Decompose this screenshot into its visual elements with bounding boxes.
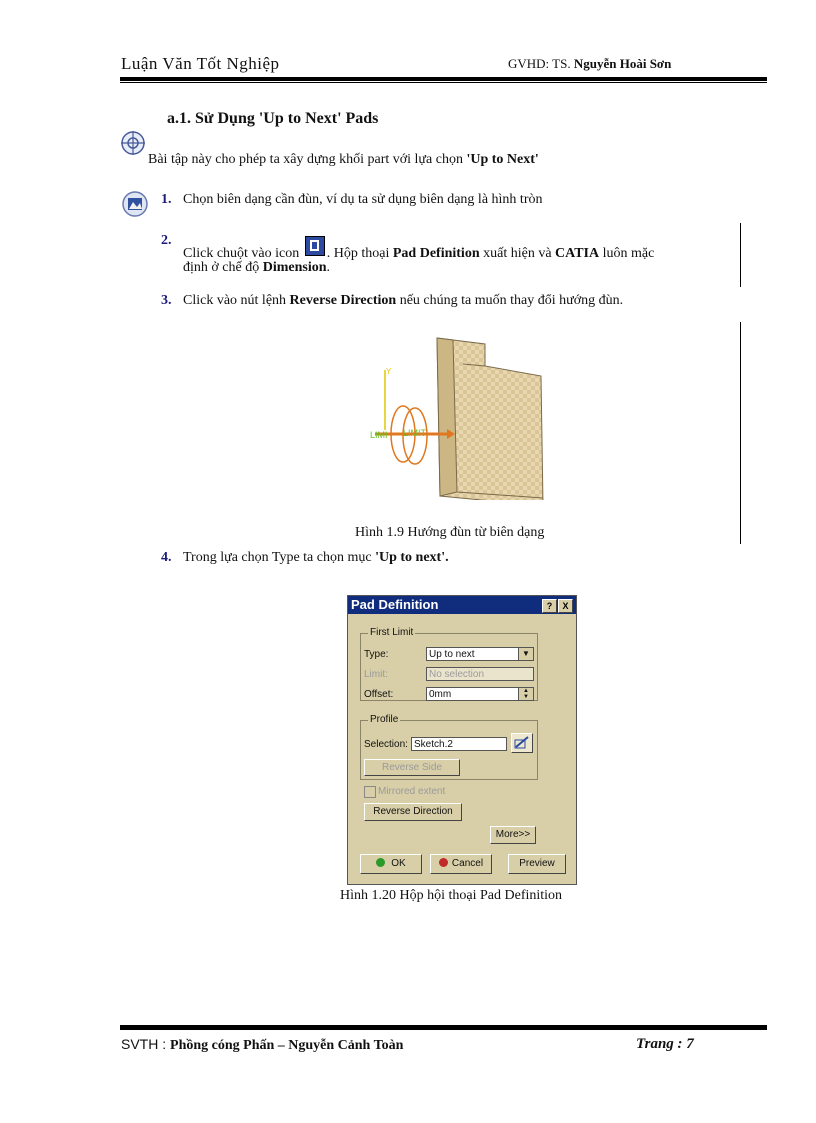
section-title: a.1. Sử Dụng 'Up to Next' Pads (167, 110, 379, 127)
limit-field[interactable]: No selection (426, 667, 534, 681)
type-select[interactable]: Up to next ▼ (426, 647, 534, 661)
pad-definition-dialog (347, 595, 577, 885)
ok-icon (376, 858, 385, 867)
chevron-down-icon[interactable]: ▼ (518, 648, 533, 660)
header-advisor: GVHD: TS. Nguyễn Hoài Sơn (508, 56, 672, 71)
preview-button[interactable]: Preview (508, 854, 566, 874)
cancel-icon (439, 858, 448, 867)
page-number: Trang : 7 (636, 1036, 694, 1052)
hands-on-icon (121, 190, 151, 220)
cancel-button[interactable]: Cancel (430, 854, 492, 874)
dialog-title-bar (348, 596, 576, 614)
reverse-side-button[interactable]: Reverse Side (364, 759, 460, 776)
ok-button[interactable]: OK (360, 854, 422, 874)
header-title: Luận Văn Tốt Nghiệp (121, 54, 280, 73)
close-button[interactable]: X (558, 599, 573, 613)
step-4-text: Trong lựa chọn Type ta chọn mục 'Up to next'. (183, 550, 449, 565)
figure-2-caption: Hình 1.20 Hộp hội thoại Pad Definition (340, 888, 563, 903)
header-rule-thin (120, 82, 767, 83)
figure-1-caption: Hình 1.9 Hướng đùn từ biên dạng (355, 525, 545, 540)
change-bar (740, 322, 741, 544)
pad-model-figure (355, 330, 555, 500)
mirrored-checkbox[interactable] (364, 786, 376, 798)
offset-label: Offset: (364, 689, 394, 700)
spinner-icon[interactable]: ▲ ▼ (518, 688, 533, 700)
step-1-text: Chọn biên dạng cần đùn, ví dụ ta sử dụng biên dạng là hình tròn (183, 192, 543, 207)
step-3-text: Click vào nút lệnh Reverse Direction nếu chúng ta muốn thay đổi hướng đùn. (183, 293, 624, 308)
change-bar (740, 223, 741, 287)
selection-field[interactable]: Sketch.2 (411, 737, 507, 751)
footer-rule (120, 1025, 767, 1030)
step-2-number: 2. (161, 233, 172, 248)
pad-icon (305, 236, 325, 256)
profile-label: Profile (370, 714, 399, 725)
sketch-button[interactable] (511, 733, 533, 753)
limit-label-1: LIMI (370, 430, 388, 440)
type-label: Type: (364, 649, 389, 660)
offset-input[interactable]: 0mm ▲ ▼ (426, 687, 534, 701)
selection-label: Selection: (364, 739, 408, 750)
intro-text: Bài tập này cho phép ta xây dựng khối part với lựa chọn 'Up to Next' (148, 152, 539, 167)
step-2-line-2: định ở chế độ Dimension. (183, 260, 331, 275)
sketcher-icon (513, 734, 531, 750)
step-4-number: 4. (161, 550, 172, 565)
target-icon (120, 130, 150, 160)
more-button[interactable]: More>> (490, 826, 536, 844)
axis-y-label: Y (386, 367, 392, 376)
reverse-direction-button[interactable]: Reverse Direction (364, 803, 462, 821)
limit-label: Limit: (364, 669, 388, 680)
footer-students: SVTH : Phồng cóng Phấn – Nguyễn Cảnh Toàn (121, 1036, 404, 1053)
step-1-number: 1. (161, 192, 172, 207)
dialog-title: Pad Definition (351, 597, 439, 612)
limit-label-2: LIMIT (403, 428, 427, 438)
header-rule (120, 77, 767, 81)
first-limit-label: First Limit (370, 627, 414, 638)
mirrored-label: Mirrored extent (378, 786, 446, 797)
help-button[interactable]: ? (542, 599, 557, 613)
step-3-number: 3. (161, 293, 172, 308)
step-2-line-1: Click chuột vào icon . Hộp thoại Pad Definition xuất hiện và CATIA luôn mặc (183, 240, 654, 262)
